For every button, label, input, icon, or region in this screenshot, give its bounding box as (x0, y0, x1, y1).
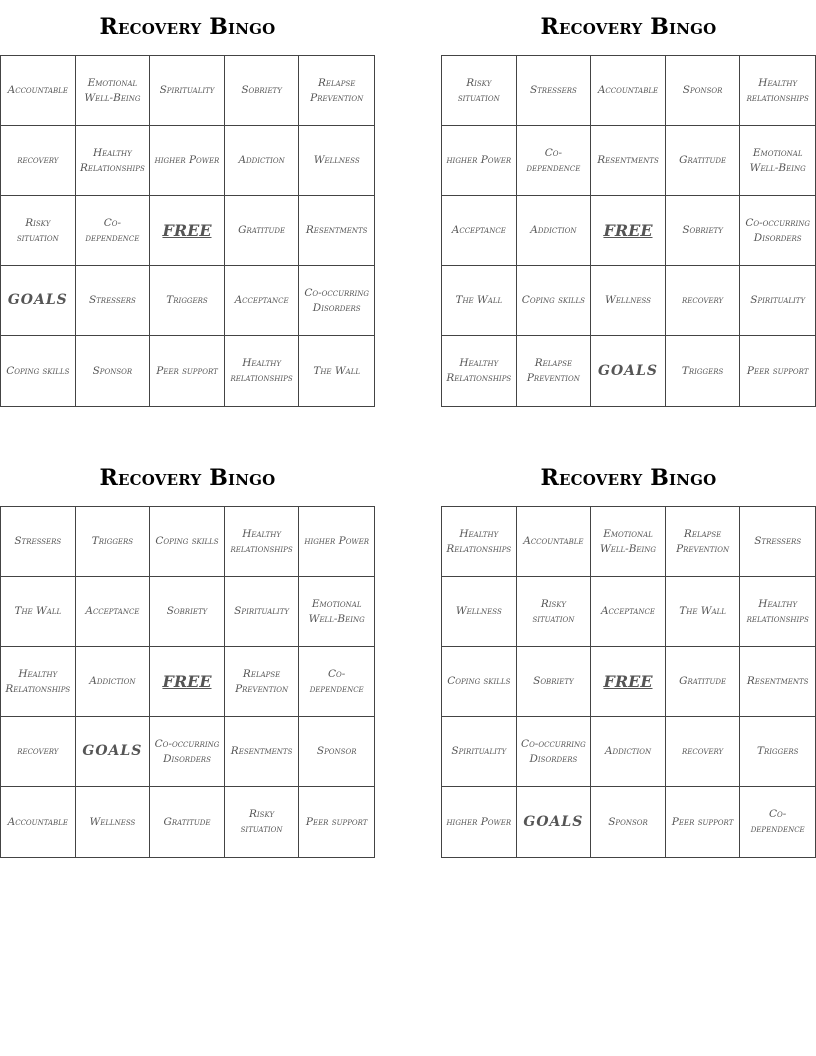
bingo-cell: Healthy relationships (225, 336, 300, 406)
bingo-cell: higher Power (442, 126, 517, 196)
bingo-cell: Relapse Prevention (666, 507, 741, 577)
bingo-cell: Resentments (740, 647, 815, 717)
bingo-cell: Resentments (225, 717, 300, 787)
bingo-cell: Acceptance (591, 577, 666, 647)
bingo-grid (441, 55, 816, 407)
bingo-cell: Emotional Well-Being (591, 507, 666, 577)
bingo-cell: Spirituality (150, 56, 225, 126)
bingo-cell: higher Power (442, 787, 517, 857)
bingo-cell: Accountable (1, 56, 76, 126)
bingo-cell: Stressers (517, 56, 592, 126)
bingo-cell: Addiction (76, 647, 151, 717)
bingo-card-4 (441, 451, 816, 858)
bingo-grid (441, 506, 816, 858)
bingo-cell: GOALS (517, 787, 592, 857)
bingo-cell: Co-occurring Disorders (299, 266, 374, 336)
card-title: Recovery Bingo (99, 465, 276, 491)
bingo-cell: Co-dependence (299, 647, 374, 717)
bingo-cell: Gratitude (150, 787, 225, 857)
bingo-cell: Emotional Well-Being (740, 126, 815, 196)
bingo-grid (0, 506, 375, 858)
bingo-cell: Emotional Well-Being (76, 56, 151, 126)
bingo-cell: Wellness (76, 787, 151, 857)
bingo-cell: Triggers (150, 266, 225, 336)
bingo-cell: higher Power (299, 507, 374, 577)
bingo-cell: Sponsor (591, 787, 666, 857)
bingo-cell: Gratitude (225, 196, 300, 266)
bingo-cell: Coping skills (517, 266, 592, 336)
bingo-cell: Triggers (740, 717, 815, 787)
bingo-cell: Peer support (150, 336, 225, 406)
bingo-cell: Gratitude (666, 126, 741, 196)
bingo-cell: Risky situation (225, 787, 300, 857)
bingo-cell: Healthy Relationships (442, 336, 517, 406)
bingo-cell: Co-occurring Disorders (517, 717, 592, 787)
bingo-cell: Co-dependence (750, 808, 805, 835)
bingo-cell: Relapse Prevention (517, 336, 592, 406)
bingo-card-3 (0, 451, 375, 858)
bingo-cell: Addiction (591, 717, 666, 787)
bingo-cell: Resentments (591, 126, 666, 196)
bingo-cell: Healthy relationships (225, 507, 300, 577)
card-title: Recovery Bingo (540, 465, 717, 491)
bingo-cell: The Wall (666, 577, 741, 647)
bingo-card-1 (0, 0, 375, 407)
bingo-cell: Accountable (1, 787, 76, 857)
bingo-cell: Sobriety (666, 196, 741, 266)
bingo-cell: Healthy Relationships (442, 507, 517, 577)
bingo-cell: Acceptance (225, 266, 300, 336)
bingo-cell: Addiction (225, 126, 300, 196)
bingo-cell: recovery (1, 126, 76, 196)
bingo-cell: Sponsor (666, 56, 741, 126)
bingo-cell: recovery (666, 266, 741, 336)
free-space-cell: FREE (591, 647, 666, 717)
bingo-cell: The Wall (313, 364, 361, 377)
bingo-cell: Risky situation (1, 196, 76, 266)
bingo-cell: Co-occurring Disorders (150, 717, 225, 787)
card-title: Recovery Bingo (99, 14, 276, 40)
bingo-cell: Coping skills (150, 507, 225, 577)
bingo-cell: Co-dependence (517, 126, 592, 196)
bingo-cell: The Wall (1, 577, 76, 647)
bingo-cell: Stressers (740, 507, 815, 577)
bingo-cell: Relapse Prevention (225, 647, 300, 717)
bingo-cell: Acceptance (76, 577, 151, 647)
bingo-cell: Relapse Prevention (299, 56, 374, 126)
bingo-cell: Peer support (746, 364, 809, 377)
bingo-cell: Sobriety (225, 56, 300, 126)
bingo-cell: recovery (1, 717, 76, 787)
bingo-cell: The Wall (442, 266, 517, 336)
bingo-cell: Healthy Relationships (76, 126, 151, 196)
bingo-cell: GOALS (1, 266, 76, 336)
bingo-cell: Sobriety (150, 577, 225, 647)
bingo-cell: Gratitude (666, 647, 741, 717)
bingo-cell: Peer support (305, 815, 368, 828)
bingo-card-2 (441, 0, 816, 407)
bingo-cell: Wellness (591, 266, 666, 336)
bingo-cell: Sobriety (517, 647, 592, 717)
bingo-cell: Spirituality (442, 717, 517, 787)
bingo-cell: Resentments (299, 196, 374, 266)
bingo-cell: Coping skills (1, 336, 76, 406)
bingo-cell: Risky situation (442, 56, 517, 126)
bingo-cell: Wellness (299, 126, 374, 196)
bingo-cell: Peer support (666, 787, 741, 857)
bingo-cell: Acceptance (442, 196, 517, 266)
bingo-cell: Stressers (1, 507, 76, 577)
bingo-cell: Co-occurring Disorders (740, 196, 815, 266)
bingo-cell: Emotional Well-Being (299, 577, 374, 647)
bingo-cell: Spirituality (740, 266, 815, 336)
bingo-cell: Risky situation (517, 577, 592, 647)
bingo-cell: Accountable (517, 507, 592, 577)
bingo-cell: Sponsor (299, 717, 374, 787)
bingo-cell: recovery (666, 717, 741, 787)
bingo-cell: Healthy relationships (740, 577, 815, 647)
free-space-cell: FREE (150, 196, 225, 266)
free-space-cell: FREE (591, 196, 666, 266)
bingo-cell: Triggers (666, 336, 741, 406)
bingo-cell: Coping skills (442, 647, 517, 717)
bingo-cell: Sponsor (76, 336, 151, 406)
bingo-cell: higher Power (150, 126, 225, 196)
bingo-cell: Healthy Relationships (1, 647, 76, 717)
bingo-cell: GOALS (76, 717, 151, 787)
bingo-cell: Healthy relationships (740, 56, 815, 126)
bingo-cell: Stressers (76, 266, 151, 336)
bingo-cell: GOALS (591, 336, 666, 406)
free-space-cell: FREE (150, 647, 225, 717)
card-title: Recovery Bingo (540, 14, 717, 40)
bingo-cell: Triggers (76, 507, 151, 577)
bingo-cell: Addiction (517, 196, 592, 266)
bingo-cell: Co-dependence (76, 196, 151, 266)
bingo-cell: Spirituality (225, 577, 300, 647)
bingo-grid (0, 55, 375, 407)
bingo-cell: Accountable (591, 56, 666, 126)
bingo-cell: Wellness (442, 577, 517, 647)
